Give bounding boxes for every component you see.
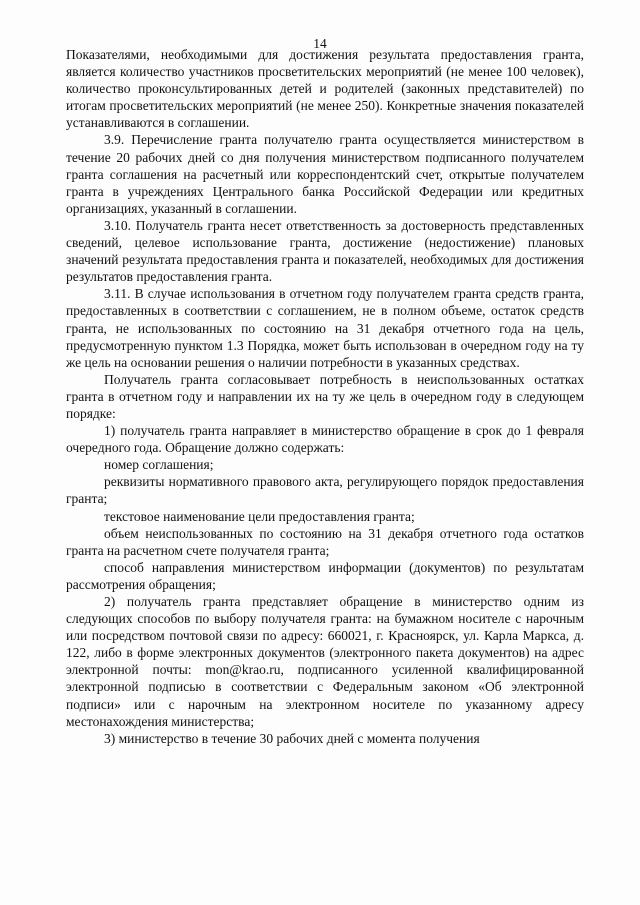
- paragraph-purpose-name: текстовое наименование цели предоставления гранта;: [104, 508, 415, 524]
- paragraph-unused-balance: объем неиспользованных по состоянию на 31 декабря отчетного года остатков гранта на расчетном счете получателя гранта;: [66, 525, 584, 558]
- paragraph-step-1: 1) получатель гранта направляет в министерство обращение в срок до 1 февраля очередного года. Обращение должно содержать:: [66, 423, 584, 456]
- paragraph-3-11: 3.11. В случае использования в отчетном году получателем гранта средств гранта, предоставленных в соответствии с соглашением, не в полном объеме, остаток средств гранта, не использованных по состоянию на 31 декабря отчетного года на цель, предусмотренную пунктом 1.3 Порядка, может быть использован в очередном году на ту же цель на основании решения о наличии потребности в указанных средствах.: [66, 286, 584, 370]
- paragraph-response-method: способ направления министерством информации (документов) по результатам рассмотрения обращения;: [66, 559, 584, 592]
- paragraph-approval-procedure: Получатель гранта согласовывает потребность в неиспользованных остатках гранта в отчетном году и направлении их на ту же цель в очередном году в следующем порядке:: [66, 371, 584, 421]
- document-body: [66, 46, 584, 747]
- paragraph-3-10: 3.10. Получатель гранта несет ответственность за достоверность представленных сведений, целевое использование гранта, достижение (недостижение) плановых значений результата предоставления гранта и показателей, необходимых для достижения результатов предоставления гранта.: [66, 217, 584, 285]
- paragraph-legal-act-details: реквизиты нормативного правового акта, регулирующего порядок предоставления гранта;: [66, 474, 584, 507]
- paragraph-3-9: 3.9. Перечисление гранта получателю гранта осуществляется министерством в течение 20 рабочих дней со дня получения министерством подписанного получателем гранта соглашения на расчетный или корреспондентский счет, открытые получателем гранта в учреждениях Центрального банка Российской Федерации или кредитных организациях, указанный в соглашении.: [66, 132, 584, 216]
- page-number: 14: [313, 36, 327, 51]
- paragraph-indicators: Показателями, необходимыми для достижения результата предоставления гранта, является количество участников просветительских мероприятий (не менее 100 человек), количество проконсультированных детей и родителей (законных представителей) по итогам просветительских мероприятий (не менее 250). Конкретные значения показателей устанавливаются в соглашении.: [66, 47, 584, 131]
- paragraph-agreement-number: номер соглашения;: [104, 457, 214, 473]
- paragraph-step-2: 2) получатель гранта представляет обращение в министерство одним из следующих способов по выбору получателя гранта: на бумажном носителе с нарочным или посредством почтовой связи по адресу: 660021, г. Красноярск, ул. Карла Маркса, д. 122, либо в форме электронных документов (электронного пакета документов) на адрес электронной почты: mon@krao.ru, подписанного усиленной квалифицированной электронной подписью в соответствии с Федеральным законом «Об электронной подписи» или с нарочным на электронном носителе по указанному адресу местонахождения министерства;: [66, 594, 584, 729]
- paragraph-step-3: 3) министерство в течение 30 рабочих дней с момента получения: [104, 730, 480, 746]
